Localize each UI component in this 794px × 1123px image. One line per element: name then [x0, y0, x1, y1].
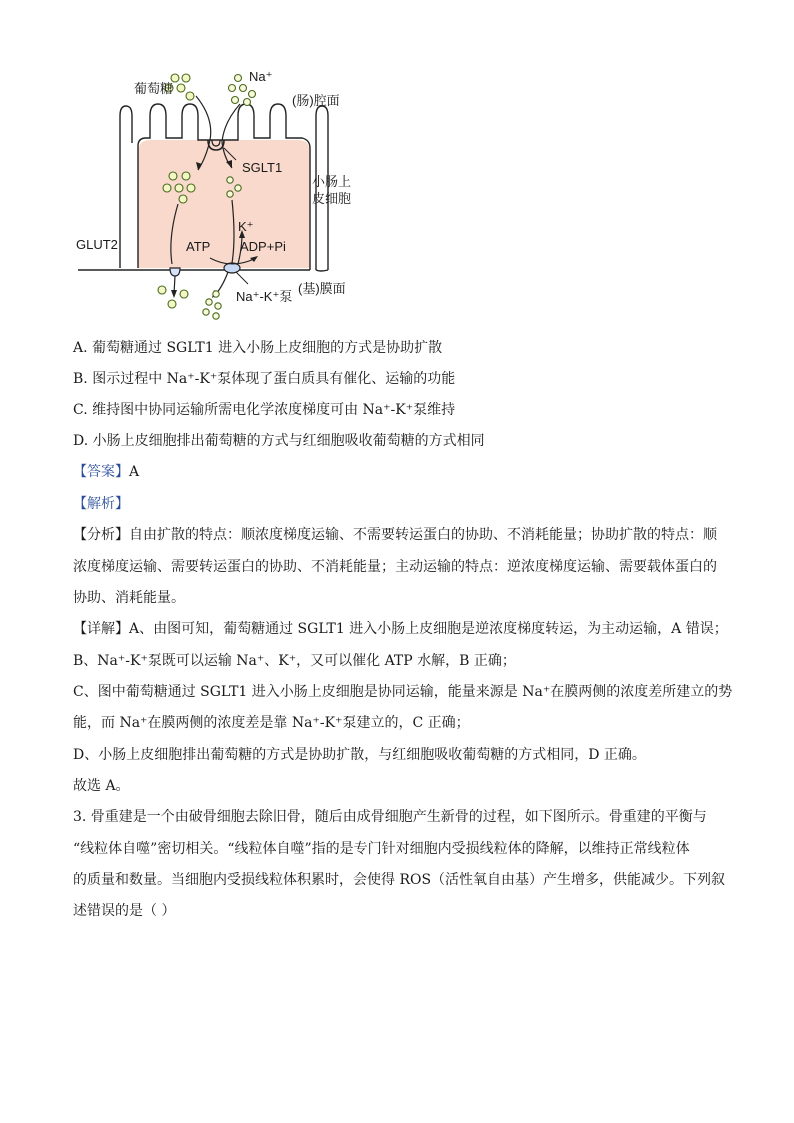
label-basal: (基)膜面 [298, 281, 346, 296]
question3-line-4: 述错误的是（ ） [73, 903, 176, 919]
question3-line-1: 3. 骨重建是一个由破骨细胞去除旧骨，随后由成骨细胞产生新骨的过程，如下图所示。骨重建的平衡与 [73, 809, 707, 825]
detail-line-2: B、Na⁺-K⁺泵既可以运输 Na⁺、K⁺，又可以催化 ATP 水解，B 正确； [73, 653, 516, 669]
analysis-line-2: 浓度梯度运输、需要转运蛋白的协助、不消耗能量；主动运输的特点：逆浓度梯度运输、需要载体蛋白的 [73, 559, 717, 575]
glut2-transporter [170, 268, 180, 276]
option-a: A. 葡萄糖通过 SGLT1 进入小肠上皮细胞的方式是协助扩散 [73, 340, 443, 356]
analysis-line-3: 协助、消耗能量。 [73, 590, 185, 606]
answer-tag: 【答案】 [73, 464, 129, 480]
basal-membrane [78, 270, 328, 271]
label-cell-line1: 小肠上 [312, 174, 352, 189]
analysis-line-1: 【分析】自由扩散的特点：顺浓度梯度运输、不需要转运蛋白的协助、不消耗能量；协助扩散的特点：顺 [73, 527, 717, 543]
option-d: D. 小肠上皮细胞排出葡萄糖的方式与红细胞吸收葡萄糖的方式相同 [73, 433, 485, 449]
label-pump: Na⁺-K⁺泵 [236, 289, 293, 304]
label-k: K⁺ [238, 219, 254, 234]
label-glut2: GLUT2 [76, 237, 118, 252]
detail-line-6: 故选 A。 [73, 778, 130, 794]
label-adp: ADP+Pi [240, 239, 286, 254]
question3-line-2: “线粒体自噬”密切相关。“线粒体自噬”指的是专门针对细胞内受损线粒体的降解，以维持正常线粒体 [73, 841, 690, 857]
label-lumen: (肠)腔面 [292, 93, 340, 108]
label-na: Na⁺ [249, 69, 273, 84]
answer-line [73, 465, 139, 479]
label-atp: ATP [186, 239, 211, 254]
option-b: B. 图示过程中 Na⁺-K⁺泵体现了蛋白质具有催化、运输的功能 [73, 371, 456, 387]
na-basal [203, 291, 221, 319]
detail-line-3: C、图中葡萄糖通过 SGLT1 进入小肠上皮细胞是协同运输，能量来源是 Na⁺在膜两侧的浓度差所建立的势 [73, 684, 733, 700]
question3-line-3: 的质量和数量。当细胞内受损线粒体积累时，会使得 ROS（活性氧自由基）产生增多，供能减少。下列叙 [73, 872, 726, 888]
detail-line-1: 【详解】A、由图可知，葡萄糖通过 SGLT1 进入小肠上皮细胞是逆浓度梯度转运，为主动运输，A 错误； [73, 621, 728, 637]
detail-line-4: 能，而 Na⁺在膜两侧的浓度差是靠 Na⁺-K⁺泵建立的，C 正确； [73, 715, 470, 731]
label-cell-line2: 皮细胞 [312, 191, 352, 206]
detail-line-5: D、小肠上皮细胞排出葡萄糖的方式是协助扩散，与红细胞吸收葡萄糖的方式相同，D 正确。 [73, 747, 646, 763]
glucose-basal [158, 286, 188, 308]
cell-transport-figure [60, 58, 380, 328]
label-glucose: 葡萄糖 [134, 81, 174, 96]
analysis-tag: 【解析】 [73, 496, 129, 512]
label-sglt1: SGLT1 [242, 160, 283, 175]
answer-value: A [129, 464, 140, 480]
option-c: C. 维持图中协同运输所需电化学浓度梯度可由 Na⁺-K⁺泵维持 [73, 402, 456, 418]
